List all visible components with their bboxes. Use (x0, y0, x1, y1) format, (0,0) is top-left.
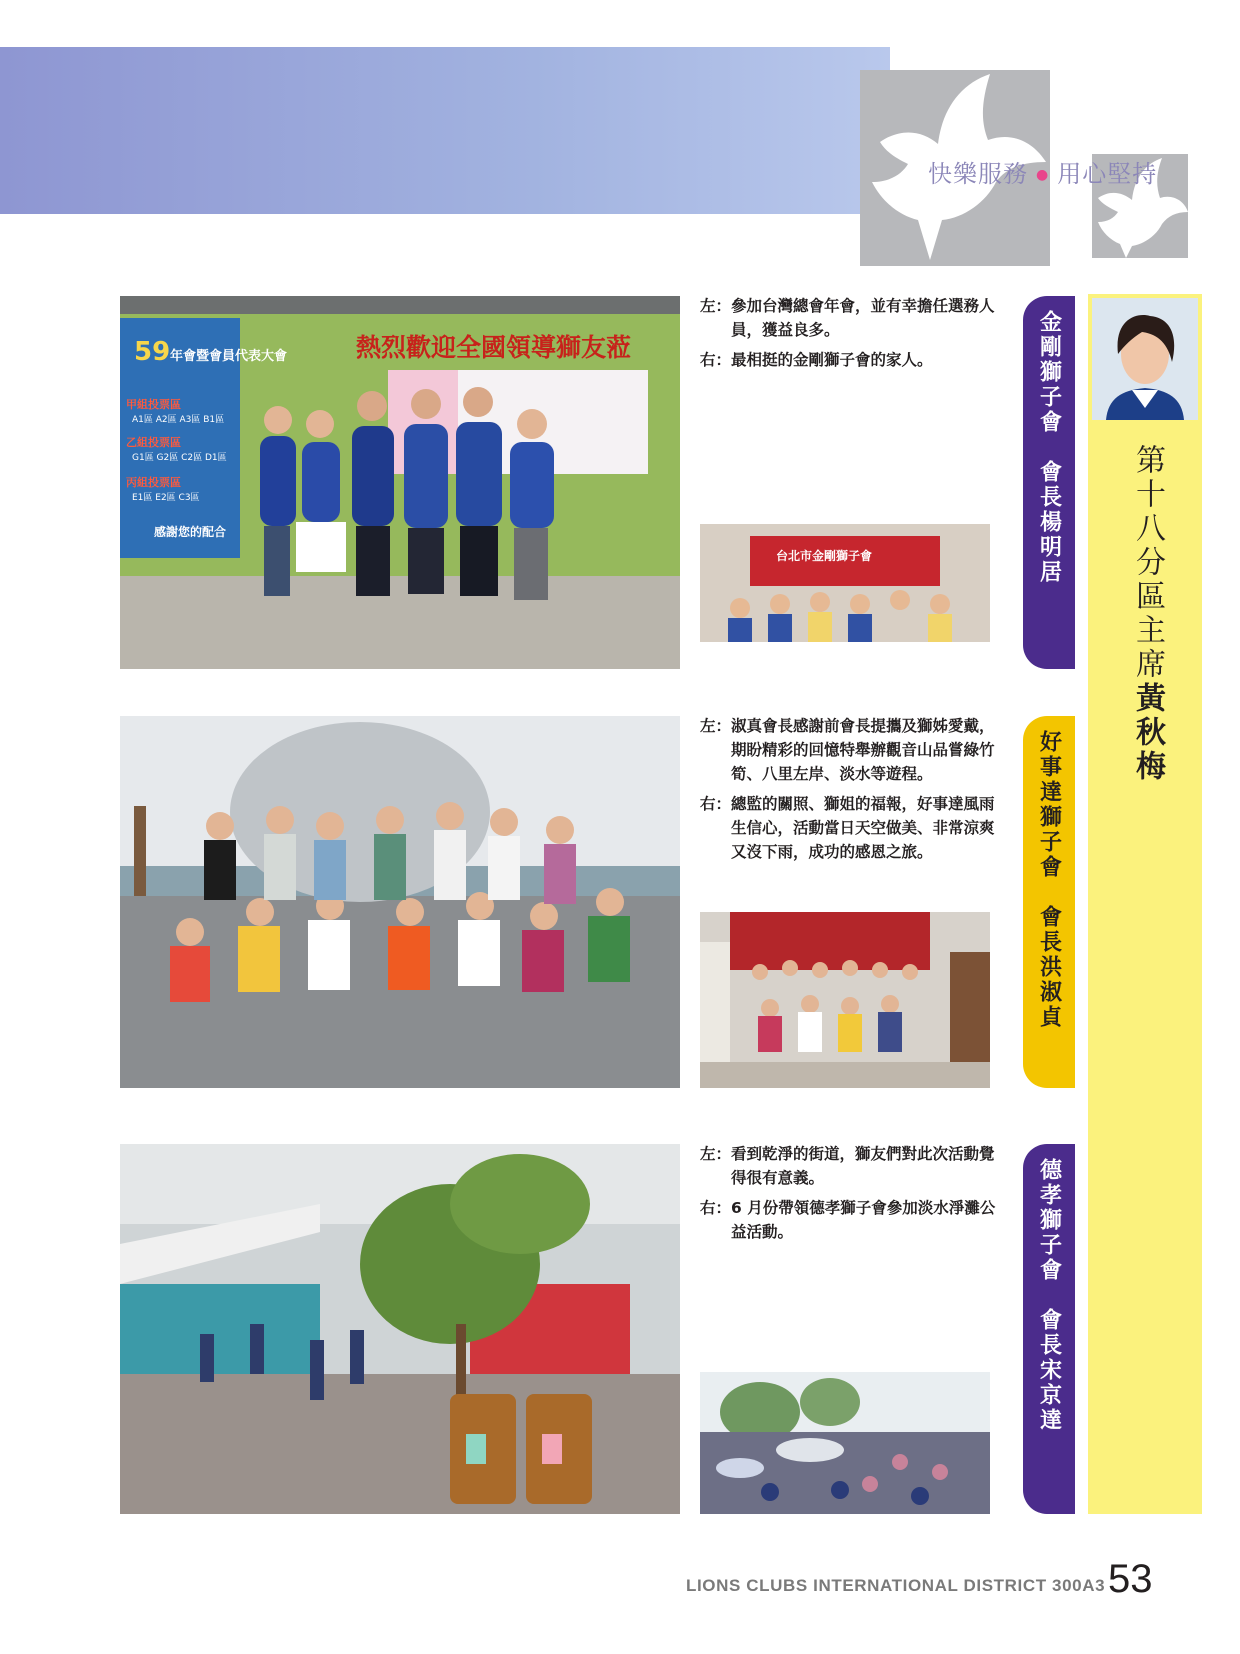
president-portrait (1092, 298, 1198, 420)
caption-prefix: 右： (700, 1199, 732, 1217)
caption-block-2 (700, 714, 996, 870)
slogan-right: 用心堅持 (1057, 160, 1158, 188)
club-tab-jingang (1023, 296, 1075, 669)
caption-text: 看到乾淨的街道，獅友們對此次活動覺得很有意義。 (731, 1145, 995, 1187)
slogan-left: 快樂服務 (928, 160, 1028, 188)
header-slogan (928, 154, 1157, 189)
board-zone-2: 乙組投票區 (126, 436, 181, 449)
caption-text: 淑真會長感謝前會長提攜及獅姊愛戴，期盼精彩的回憶特舉辦觀音山品嘗綠竹筍、八里左岸、淡水等遊程。 (731, 717, 995, 783)
caption-right (700, 348, 996, 372)
caption-prefix: 左： (700, 717, 732, 735)
banner-title: 年會暨會員代表大會 (170, 349, 288, 364)
welcome-banner: 熱烈歡迎全國領導獅友蒞 (356, 333, 632, 362)
club-label: 德孝獅子會 會長宋京達 (1036, 1158, 1062, 1433)
caption-text: 總監的關照、獅姐的福報，好事達風雨生信心，活動當日天空做美、非常涼爽又沒下雨，成功的感恩之旅。 (731, 795, 995, 861)
club-banner-text: 台北市金剛獅子會 (776, 549, 873, 563)
caption-prefix: 左： (700, 1145, 732, 1163)
photo-convention-group (120, 296, 680, 669)
club-label: 金剛獅子會 會長楊明居 (1036, 310, 1062, 585)
photo-clean-street (120, 1144, 680, 1514)
photo-club-family (700, 524, 990, 669)
caption-prefix: 右： (700, 351, 732, 369)
president-name: 黃秋梅 (1130, 682, 1165, 784)
photo-riverside-group (120, 716, 680, 1088)
board-zone-3: 丙組投票區 (126, 476, 181, 489)
board-zone-1-sub: A1區 A2區 A3區 B1區 (132, 415, 225, 425)
board-zone-1: 甲組投票區 (126, 398, 181, 411)
president-title (1125, 444, 1169, 784)
board-zone-2-sub: G1區 G2區 C2區 D1區 (132, 453, 227, 463)
caption-right (700, 1196, 996, 1244)
caption-prefix: 右： (700, 795, 732, 813)
banner-number: 59 (134, 337, 171, 367)
slogan-dot-icon: ● (1036, 167, 1050, 183)
caption-block-1 (700, 294, 996, 378)
caption-left (700, 294, 996, 342)
caption-text: 最相挺的金剛獅子會的家人。 (731, 351, 933, 369)
photo-beach-cleanup (700, 1372, 990, 1514)
footer-org: LIONS CLUBS INTERNATIONAL DISTRICT 300A3 (686, 1576, 1106, 1595)
club-label: 好事達獅子會 會長洪淑貞 (1036, 730, 1062, 1030)
board-zone-3-sub: E1區 E2區 C3區 (132, 493, 200, 503)
caption-prefix: 左： (700, 297, 732, 315)
caption-block-3 (700, 1142, 996, 1250)
club-tab-haoshida (1023, 716, 1075, 1088)
board-thanks: 感謝您的配合 (154, 525, 227, 539)
caption-right (700, 792, 996, 864)
president-title-prefix: 第十八分區主席 (1130, 444, 1165, 682)
header-band (0, 47, 890, 214)
caption-left (700, 1142, 996, 1190)
caption-text: 參加台灣總會年會，並有幸擔任選務人員，獲益良多。 (731, 297, 995, 339)
caption-text: 6 月份帶領德孝獅子會參加淡水淨灘公益活動。 (731, 1199, 996, 1241)
club-tab-dexiao (1023, 1144, 1075, 1514)
page-number: 53 (1108, 1557, 1153, 1601)
photo-dining-group (700, 912, 990, 1088)
caption-left (700, 714, 996, 786)
